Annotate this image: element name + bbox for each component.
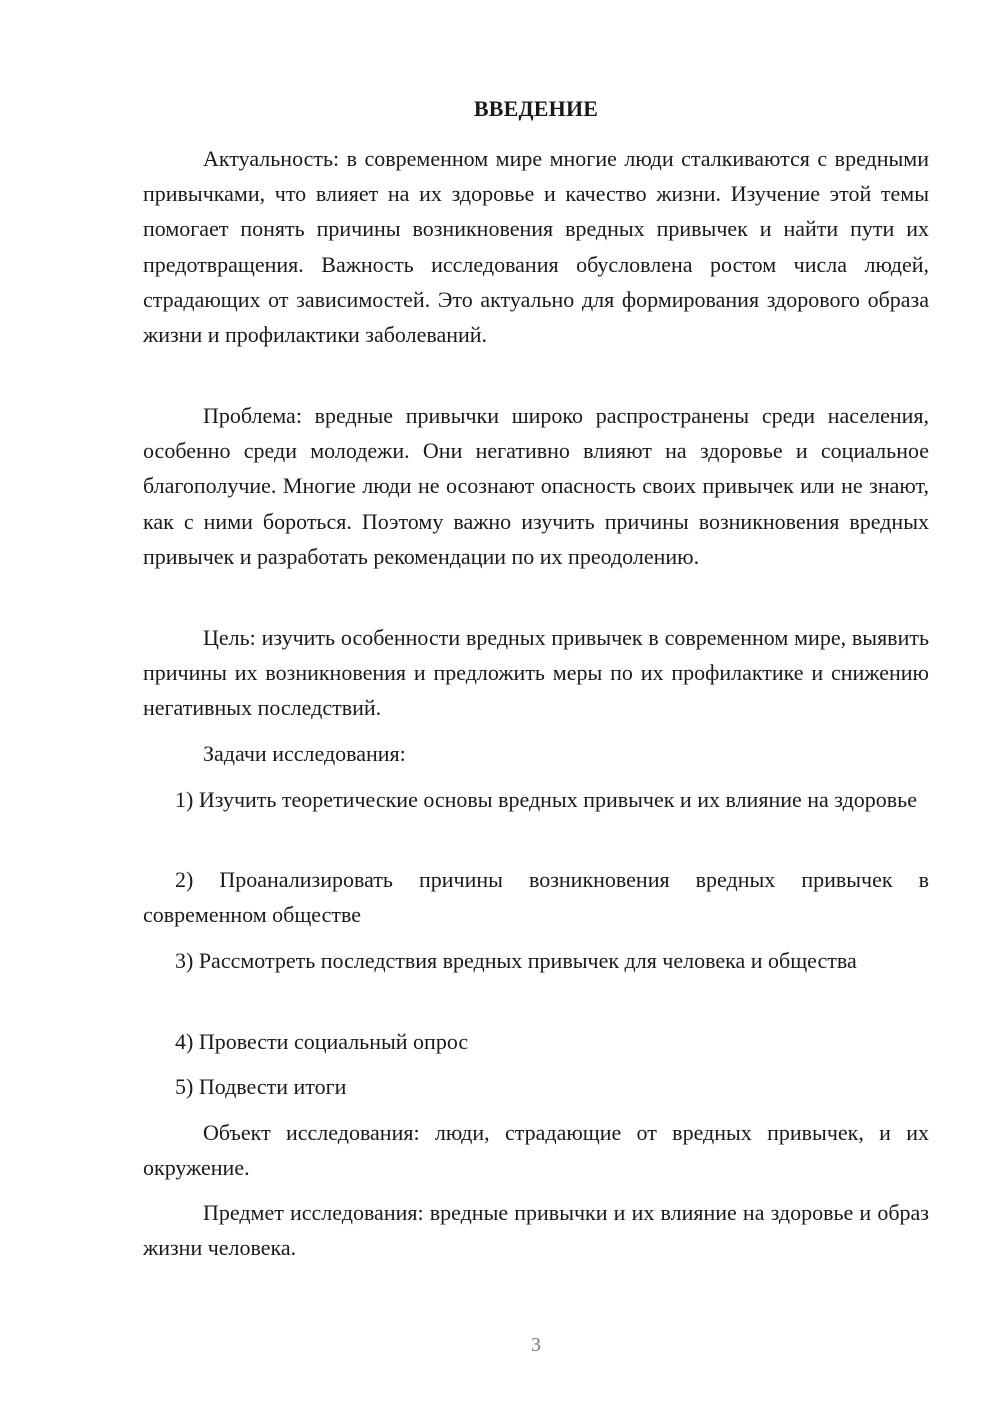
paragraph-goal: Цель: изучить особенности вредных привычек в современном мире, выявить причины их возникновения и предложить меры по их профилактике и снижению негативных последствий.: [143, 625, 929, 721]
paragraph-problem: Проблема: вредные привычки широко распространены среди населения, особенно среди молодежи. Они негативно влияют на здоровье и социальное благополучие. Многие люди не осознают опасность своих привычек или не знают, как с ними бороться. Поэтому важно изучить причины возникновения вредных привычек и разработать рекомендации по их преодолению.: [143, 403, 929, 569]
paragraph-subject: Предмет исследования: вредные привычки и их влияние на здоровье и образ жизни человека.: [143, 1200, 929, 1261]
task-item-5: 5) Подвести итоги: [175, 1074, 347, 1099]
task-item-1: 1) Изучить теоретические основы вредных привычек и их влияние на здоровье: [175, 787, 917, 812]
paragraph-object: Объект исследования: люди, страдающие от вредных привычек, и их окружение.: [143, 1120, 929, 1181]
task-item-4: 4) Провести социальный опрос: [175, 1029, 469, 1054]
page-number: 3: [531, 1334, 541, 1356]
tasks-heading: Задачи исследования:: [203, 741, 406, 766]
task-item-2: 2) Проанализировать причины возникновения вредных привычек в современном обществе: [143, 867, 929, 928]
task-item-3: 3) Рассмотреть последствия вредных привычек для человека и общества: [175, 948, 857, 973]
page-title: ВВЕДЕНИЕ: [473, 96, 599, 121]
paragraph-relevance: Актуальность: в современном мире многие люди сталкиваются с вредными привычками, что влияет на их здоровье и качество жизни. Изучение этой темы помогает понять причины возникновения вредных привычек и найти пути их предотвращения. Важность исследования обусловлена ростом числа людей, страдающих от зависимостей. Это актуально для формирования здорового образа жизни и профилактики заболеваний.: [143, 146, 929, 348]
